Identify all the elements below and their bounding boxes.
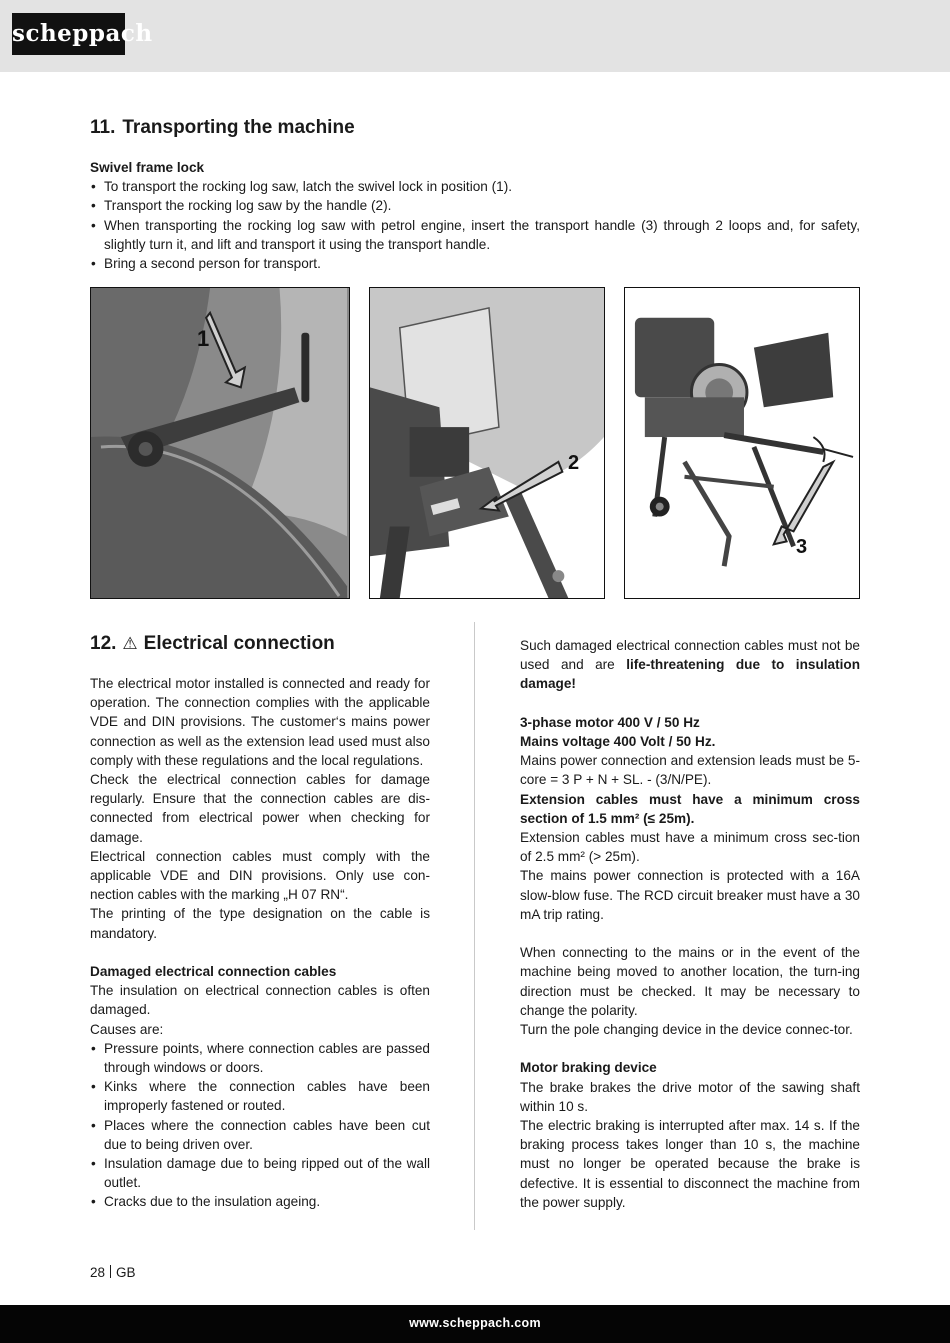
paragraph: The insulation on electrical connection cables is often damaged. xyxy=(90,983,430,1018)
figure-transport-handle-photo xyxy=(624,287,860,599)
section-12-number: 12. xyxy=(90,633,117,654)
paragraph: Extension cables must have a minimum cross sec-tion of 2.5 mm² (> 25m). xyxy=(520,830,860,865)
list-item: • Bring a second person for transport. xyxy=(90,254,860,273)
damaged-cables-heading: Damaged electrical connection cables xyxy=(90,964,337,980)
causes-list xyxy=(90,1039,430,1212)
motor-heading: 3-phase motor 400 V / 50 Hz xyxy=(520,714,700,730)
swivel-frame-lock-heading: Swivel frame lock xyxy=(90,160,205,175)
spacer xyxy=(90,943,430,962)
paragraph: Turn the pole changing device in the device connec-tor. xyxy=(520,1022,853,1038)
page-number xyxy=(90,1265,136,1280)
paragraph: Check the electrical connection cables for damage regularly. Ensure that the connection cables are dis-connected from electrical power when checking for damage. xyxy=(90,772,430,845)
language-code: GB xyxy=(116,1265,136,1280)
list-item: • Transport the rocking log saw by the handle (2). xyxy=(90,196,860,215)
paragraph: The electrical motor installed is connected and ready for operation. The connection complies with the applicable VDE and DIN provisions. The customer‘s mains power connection as well as the extension lead used must also comply with these regulations and the local regulations. xyxy=(90,676,430,768)
scheppach-logo: scheppach xyxy=(12,13,125,55)
page-number-value: 28 xyxy=(90,1265,106,1280)
figure-1-label: 1 xyxy=(197,326,210,351)
section-12-title xyxy=(90,633,335,655)
mains-voltage-heading: Mains voltage 400 Volt / 50 Hz. xyxy=(520,734,716,749)
transport-instructions-list xyxy=(90,177,860,273)
warning-icon: ⚠ xyxy=(122,634,138,654)
paragraph: Mains power connection and extension leads must be 5-core = 3 P + N + SL. - (3/N/PE). xyxy=(520,753,860,788)
figure-swivel-lock-photo xyxy=(90,287,350,599)
extension-cable-requirement: Extension cables must have a minimum cross section of 1.5 mm² (≤ 25m). xyxy=(520,791,860,826)
figure-handle-photo xyxy=(369,287,605,599)
separator xyxy=(110,1265,111,1278)
figure-3-label: 3 xyxy=(796,536,808,558)
warning-emphasis: life-threatening due to insulation damage! xyxy=(520,657,861,692)
spacer xyxy=(520,924,860,943)
website-link[interactable]: www.scheppach.com xyxy=(409,1316,541,1330)
spacer xyxy=(520,1039,860,1058)
paragraph: The brake brakes the drive motor of the sawing shaft within 10 s. xyxy=(520,1079,860,1114)
spacer xyxy=(520,694,860,713)
section-11-body xyxy=(90,158,860,273)
damaged-cables-warning xyxy=(520,636,860,694)
right-column xyxy=(520,636,860,1212)
causes-label: Causes are: xyxy=(90,1021,164,1037)
column-divider xyxy=(474,622,475,1230)
list-item: • Pressure points, where connection cables are passed through windows or doors. xyxy=(90,1039,430,1077)
page-footer xyxy=(0,1305,950,1343)
paragraph: The printing of the type designation on the cable is mandatory. xyxy=(90,906,430,941)
list-item: • Insulation damage due to being ripped out of the wall outlet. xyxy=(90,1154,430,1192)
paragraph: The electric braking is interrupted after max. 14 s. If the braking process takes longer than 10 s, the machine must no longer be operated because the brake is defective. It is essential to disconnect the machine from the power supply. xyxy=(520,1118,860,1210)
figure-2-label: 2 xyxy=(568,452,580,474)
section-11-heading: Transporting the machine xyxy=(122,117,355,138)
warning-text: Such damaged electrical connection cables must not be used and are xyxy=(520,638,860,673)
section-12-heading: Electrical connection xyxy=(143,633,335,654)
left-column xyxy=(90,674,430,1212)
list-item: • When transporting the rocking log saw with petrol engine, insert the transport handle (3) through 2 loops and, for safety, slightly turn it, and lift and transport it using the transport handle. xyxy=(90,216,860,254)
list-item: • Cracks due to the insulation ageing. xyxy=(90,1192,430,1211)
list-item: • To transport the rocking log saw, latch the swivel lock in position (1). xyxy=(90,177,860,196)
paragraph: Electrical connection cables must comply with the applicable VDE and DIN provisions. Only use con-nection cables with the marking „H 07 RN“. xyxy=(90,848,430,903)
paragraph: The mains power connection is protected with a 16A slow-blow fuse. The RCD circuit breaker must have a 30 mA trip rating. xyxy=(520,868,860,922)
page-header xyxy=(0,0,950,72)
paragraph: When connecting to the mains or in the event of the machine being moved to another location, the turn-ing direction must be checked. It may be necessary to change the polarity. xyxy=(520,945,860,1018)
list-item: • Places where the connection cables have been cut due to being driven over. xyxy=(90,1116,430,1154)
section-11-number: 11. xyxy=(90,117,116,138)
section-11-title xyxy=(90,117,355,139)
motor-braking-heading: Motor braking device xyxy=(520,1060,657,1076)
list-item: • Kinks where the connection cables have been improperly fastened or routed. xyxy=(90,1077,430,1115)
